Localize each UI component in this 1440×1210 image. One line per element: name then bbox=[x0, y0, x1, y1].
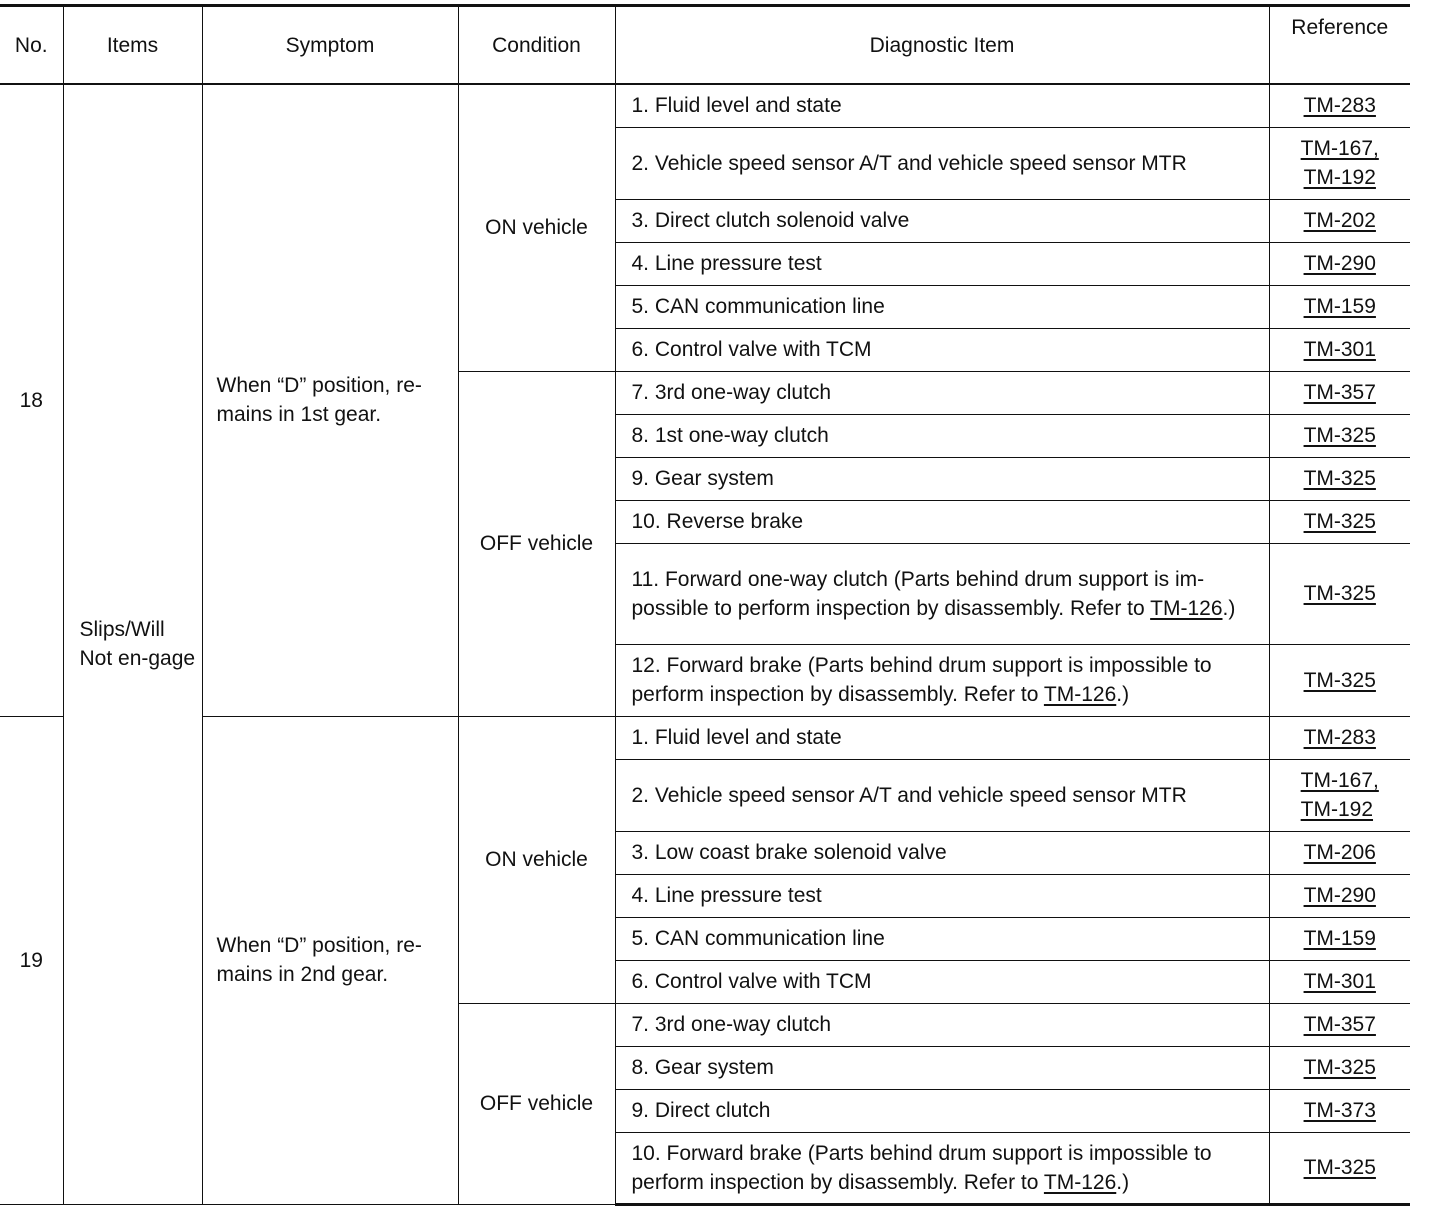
diagnostic-item-tail: .) bbox=[1222, 596, 1236, 620]
reference-list bbox=[1304, 292, 1376, 321]
diagnostic-item-text: 8. Gear system bbox=[631, 1056, 774, 1079]
reference-link[interactable]: TM-206 bbox=[1303, 841, 1376, 864]
reference-link[interactable]: TM-126 bbox=[1043, 1170, 1117, 1194]
diagnostic-item-text: 3. Low coast brake solenoid valve bbox=[631, 841, 947, 864]
reference-list bbox=[1304, 249, 1376, 278]
reference-cell bbox=[1269, 1003, 1410, 1046]
diagnostic-item-text: 2. Vehicle speed sensor A/T and vehicle speed sensor MTR bbox=[631, 151, 1187, 175]
symptom-cell: When “D” position, re-mains in 1st gear. bbox=[202, 84, 458, 716]
reference-cell bbox=[1269, 285, 1410, 328]
header-symptom: Symptom bbox=[202, 6, 458, 85]
items-cell: Slips/Will Not en-gage bbox=[63, 84, 202, 1204]
reference-link[interactable]: TM-290 bbox=[1303, 252, 1376, 275]
reference-cell bbox=[1269, 874, 1410, 917]
reference-cell bbox=[1269, 127, 1410, 199]
reference-link[interactable]: TM-283 bbox=[1303, 726, 1376, 749]
diagnostic-item-tail: .) bbox=[1116, 1170, 1130, 1194]
symptom-cell: When “D” position, re-mains in 2nd gear. bbox=[202, 716, 458, 1204]
reference-cell bbox=[1269, 457, 1410, 500]
diagnostic-item-text: 5. CAN communication line bbox=[631, 927, 885, 950]
diagnostic-item-cell bbox=[615, 874, 1269, 917]
reference-link[interactable]: TM-325 bbox=[1303, 1056, 1376, 1079]
diagnostic-item-cell bbox=[615, 716, 1269, 759]
table-body bbox=[0, 84, 1410, 1204]
diagnostic-item-cell bbox=[615, 759, 1269, 831]
table-row bbox=[0, 716, 1410, 759]
reference-link[interactable]: TM-325 bbox=[1303, 510, 1376, 533]
reference-link[interactable]: TM-290 bbox=[1303, 884, 1376, 907]
reference-link[interactable]: TM-167, bbox=[1300, 769, 1379, 792]
diagnostic-item-cell bbox=[615, 1089, 1269, 1132]
reference-list bbox=[1304, 464, 1376, 493]
diagnostic-item-text: 9. Gear system bbox=[631, 467, 774, 490]
diagnostic-item-text: 12. Forward brake (Parts behind drum support is impossible to perform inspection by disassembly. Refer to bbox=[631, 654, 1212, 706]
diagnostic-item-text: 5. CAN communication line bbox=[631, 295, 885, 318]
diagnostic-item-text: 2. Vehicle speed sensor A/T and vehicle speed sensor MTR bbox=[631, 783, 1187, 807]
reference-cell bbox=[1269, 716, 1410, 759]
reference-cell bbox=[1269, 917, 1410, 960]
diagnostic-item-text: 1. Fluid level and state bbox=[631, 94, 842, 118]
reference-link[interactable]: TM-159 bbox=[1303, 295, 1376, 318]
diagnostic-item-cell bbox=[615, 543, 1269, 644]
reference-link[interactable]: TM-192 bbox=[1300, 798, 1374, 821]
reference-list bbox=[1304, 1010, 1376, 1039]
reference-link[interactable]: TM-301 bbox=[1303, 338, 1376, 361]
reference-list bbox=[1304, 579, 1376, 608]
header-items: Items bbox=[63, 6, 202, 85]
reference-list bbox=[1304, 1153, 1376, 1182]
reference-link[interactable]: TM-192 bbox=[1303, 166, 1376, 189]
reference-link[interactable]: TM-301 bbox=[1303, 970, 1376, 993]
reference-cell bbox=[1269, 1132, 1410, 1204]
diagnostic-item-cell bbox=[615, 917, 1269, 960]
diagnostic-item-cell bbox=[615, 199, 1269, 242]
diagnostic-item-cell bbox=[615, 127, 1269, 199]
reference-link[interactable]: TM-283 bbox=[1303, 94, 1376, 118]
diagnostic-item-cell bbox=[615, 285, 1269, 328]
diagnostic-item-text: 8. 1st one-way clutch bbox=[631, 424, 829, 447]
reference-list bbox=[1304, 1096, 1376, 1125]
diagnostic-item-cell bbox=[615, 960, 1269, 1003]
reference-list bbox=[1301, 134, 1379, 192]
reference-list bbox=[1304, 967, 1376, 996]
reference-cell bbox=[1269, 371, 1410, 414]
diagnostic-item-text: 3. Direct clutch solenoid valve bbox=[631, 209, 910, 232]
diagnostic-item-tail: .) bbox=[1116, 683, 1130, 706]
reference-cell bbox=[1269, 500, 1410, 543]
diagnostic-item-cell bbox=[615, 328, 1269, 371]
diagnostic-item-text: 11. Forward one-way clutch (Parts behind drum support is im-possible to perform inspection by disassembly. Refer to bbox=[631, 567, 1205, 620]
diagnostic-item-cell bbox=[615, 242, 1269, 285]
diagnostic-item-cell bbox=[615, 371, 1269, 414]
reference-list bbox=[1304, 378, 1376, 407]
diagnostic-item-text: 4. Line pressure test bbox=[631, 252, 822, 275]
diagnostic-item-text: 4. Line pressure test bbox=[631, 884, 822, 907]
reference-list bbox=[1304, 723, 1376, 752]
diagnostic-item-cell bbox=[615, 1003, 1269, 1046]
header-no: No. bbox=[0, 6, 63, 85]
reference-cell bbox=[1269, 831, 1410, 874]
diagnostic-item-cell bbox=[615, 831, 1269, 874]
condition-cell: OFF vehicle bbox=[458, 1003, 615, 1204]
reference-cell bbox=[1269, 242, 1410, 285]
diagnostic-item-text: 9. Direct clutch bbox=[631, 1099, 771, 1122]
diagnostic-item-cell bbox=[615, 84, 1269, 127]
reference-link[interactable]: TM-357 bbox=[1303, 381, 1376, 404]
header-condition: Condition bbox=[458, 6, 615, 85]
table-row bbox=[0, 84, 1410, 127]
reference-list bbox=[1304, 838, 1376, 867]
reference-cell bbox=[1269, 414, 1410, 457]
diagnostic-item-cell bbox=[615, 1132, 1269, 1204]
reference-cell bbox=[1269, 199, 1410, 242]
reference-list bbox=[1304, 91, 1376, 120]
reference-cell bbox=[1269, 543, 1410, 644]
reference-link[interactable]: TM-325 bbox=[1303, 668, 1376, 692]
reference-list bbox=[1304, 507, 1376, 536]
diagnostic-item-text: 10. Forward brake (Parts behind drum support is impossible to perform inspection by disassembly. Refer to bbox=[631, 1141, 1212, 1194]
diagnostic-item-text: 10. Reverse brake bbox=[631, 510, 804, 533]
reference-list bbox=[1301, 766, 1379, 824]
diagnostic-item-cell bbox=[615, 1046, 1269, 1089]
reference-list bbox=[1304, 666, 1376, 695]
header-diagnostic-item: Diagnostic Item bbox=[615, 6, 1269, 85]
diagnostic-item-cell bbox=[615, 500, 1269, 543]
reference-list bbox=[1304, 206, 1376, 235]
diagnostic-item-cell bbox=[615, 414, 1269, 457]
reference-list bbox=[1304, 881, 1376, 910]
reference-link[interactable]: TM-167, bbox=[1300, 137, 1379, 160]
diagnostic-item-cell bbox=[615, 644, 1269, 716]
condition-cell: ON vehicle bbox=[458, 716, 615, 1003]
reference-link[interactable]: TM-159 bbox=[1303, 927, 1376, 950]
reference-cell bbox=[1269, 1046, 1410, 1089]
reference-list bbox=[1304, 335, 1376, 364]
reference-cell bbox=[1269, 960, 1410, 1003]
reference-link[interactable]: TM-325 bbox=[1303, 582, 1376, 605]
reference-link[interactable]: TM-325 bbox=[1303, 424, 1376, 447]
diagnostic-item-text: 7. 3rd one-way clutch bbox=[631, 381, 832, 404]
condition-cell: ON vehicle bbox=[458, 84, 615, 371]
reference-cell bbox=[1269, 759, 1410, 831]
reference-link[interactable]: TM-126 bbox=[1043, 683, 1117, 706]
diagnostic-item-text: 6. Control valve with TCM bbox=[631, 970, 872, 993]
header-row bbox=[0, 6, 1410, 85]
diagnostic-item-text: 7. 3rd one-way clutch bbox=[631, 1013, 832, 1036]
reference-list bbox=[1304, 1053, 1376, 1082]
diagnosis-table bbox=[0, 4, 1410, 1206]
reference-cell bbox=[1269, 328, 1410, 371]
header-reference: Reference bbox=[1269, 6, 1410, 85]
reference-list bbox=[1304, 421, 1376, 450]
condition-cell: OFF vehicle bbox=[458, 371, 615, 716]
reference-cell bbox=[1269, 1089, 1410, 1132]
reference-link[interactable]: TM-202 bbox=[1303, 209, 1376, 232]
diagnostic-item-text: 1. Fluid level and state bbox=[631, 726, 842, 749]
row-number: 19 bbox=[0, 716, 63, 1204]
diagnostic-item-text: 6. Control valve with TCM bbox=[631, 338, 872, 361]
row-number: 18 bbox=[0, 84, 63, 716]
reference-link[interactable]: TM-325 bbox=[1303, 467, 1376, 490]
reference-list bbox=[1304, 924, 1376, 953]
reference-cell bbox=[1269, 644, 1410, 716]
reference-cell bbox=[1269, 84, 1410, 127]
reference-link[interactable]: TM-373 bbox=[1303, 1099, 1376, 1122]
diagnostic-item-cell bbox=[615, 457, 1269, 500]
reference-link[interactable]: TM-325 bbox=[1303, 1156, 1376, 1179]
reference-link[interactable]: TM-357 bbox=[1303, 1013, 1376, 1036]
reference-link[interactable]: TM-126 bbox=[1150, 596, 1223, 620]
